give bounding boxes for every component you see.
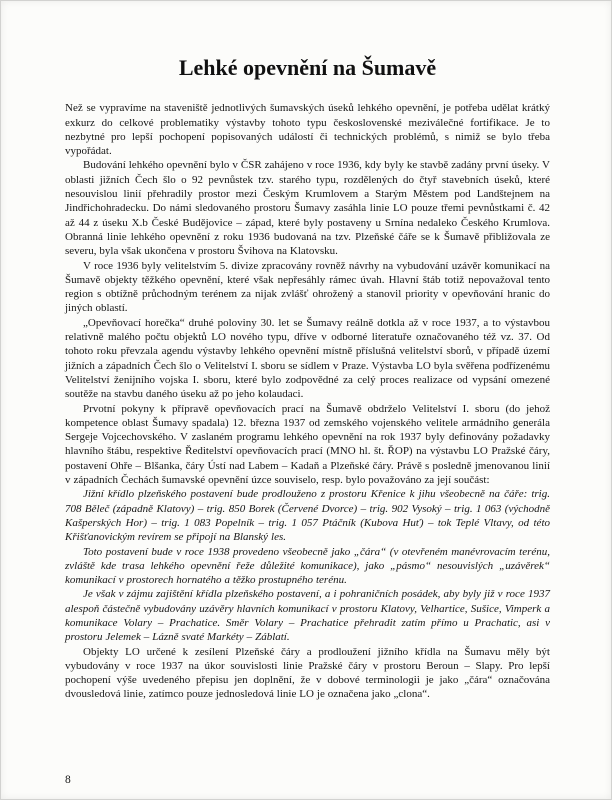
- paragraph: Prvotní pokyny k přípravě opevňovacích prací na Šumavě obdrželo Velitelství I. sboru (do jehož kompetence oblast Šumavy spadala) 12. března 1937 od zemského vojenského velitele armádního generála Sergeje Vojcechovského. V zaslaném programu lehkého opevnění na rok 1937 byly definovány požadavky hlavního štábu, respektive Ředitelství opevňovacích prací (MNO hl. št. ŘOP) na výstavbu LO Pražské čáry, postavení Ohře – Blšanka, čáry Ústí nad Labem – Kadaň a Plzeňské čáry. Právě s posledně jmenovanou linií v západních Čechách šumavské opevnění úzce souviselo, resp. bylo považováno za její součást:: [65, 402, 550, 487]
- paragraph: Je však v zájmu zajištění křídla plzeňského postavení, a i pohraničních posádek, aby byly již v roce 1937 alespoň částečně vybudovány uzávěry hlavních komunikací v prostoru Klatovy, Velhartice, Sušice, Vimperk a komunikace Volary – Prachatice. Směr Volary – Prachatice přehradit zatím přímo u Prachatic, asi v prostoru Jelemek – Lázně svaté Markéty – Záblatí.: [65, 588, 550, 644]
- paragraph: „Opevňovací horečka“ druhé poloviny 30. let se Šumavy reálně dotkla až v roce 1937, a to výstavbou relativně malého počtu objektů LO nového typu, dříve v odborné literatuře označovaného též vz. 37. Od tohoto roku převzala agendu výstavby lehkého opevnění místně příslušná velitelství sborů, v případě území jižních a západních Čech šlo o Velitelství I. sboru se sídlem v Praze. Výstavba LO byla svěřena podřízenému Velitelství ženijního vojska I. sboru, které bylo zodpovědné za celý proces realizace od vypsání omezené soutěže na stavbu daného úseku až po jeho kolaudaci.: [65, 316, 550, 401]
- page-title: Lehké opevnění na Šumavě: [178, 55, 437, 80]
- page-number: 8: [65, 774, 71, 786]
- text-body: [65, 101, 550, 701]
- paragraph: Budování lehkého opevnění bylo v ČSR zahájeno v roce 1936, kdy byly ke stavbě zadány první úseky. V oblasti jižních Čech šlo o 92 pevnůstek tzv. starého typu, rozdělených do čtyř stavebních úseků, které nesouvislou linií přehradily prostor mezi Českým Krumlovem a Starým Městem pod Landštejnem na Jindřichohradecku. Do námi sledovaného prostoru Šumavy zasáhla linie LO pouze třemi pevnůstkami č. 42 až 44 z úseku X.b České Budějovice – západ, které byly postaveny u Srnína nedaleko Českého Krumlova. Obranná linie lehkého opevnění z roku 1936 budovaná na tzv. Plzeňské čáře se k Šumavě přibližovala ze severu, byla však ukončena v prostoru Švihova na Klatovsku.: [65, 159, 550, 258]
- paragraph: Jižní křídlo plzeňského postavení bude prodlouženo z prostoru Křenice k jihu všeobecně na čáře: trig. 708 Běleč (západně Klatovy) – trig. 850 Borek (Červené Dvorce) – trig. 902 Vysoký – trig. 1 063 (východně Kašperských Hor) – trig. 1 083 Popelník – trig. 1 057 Ptáčník (Kubova Huť) – tok Teplé Vltavy, od této Křišťanovickým revírem se připojí na Blanský les.: [65, 488, 550, 544]
- paragraph: Toto postavení bude v roce 1938 provedeno všeobecně jako „čára“ (v otevřeném manévrovacím terénu, zvláště kde trasa lehkého opevnění řeže důležité komunikace), jako „pásmo“ nesouvislých „uzávěrek“ komunikací v prostorech hornatého a těžko prostupného terénu.: [65, 545, 550, 587]
- paragraph: Objekty LO určené k zesílení Plzeňské čáry a prodloužení jižního křídla na Šumavu měly být vybudovány v roce 1937 na úkor souvislosti linie Pražské čáry v prostoru Beroun – Slapy. Pro lepší pochopení výše uvedeného přepisu jen doplnění, že v dobové terminologii je jako „čára“ označována dvousledová linie, zatímco pouze jednosledová linie LO je označena jako „clona“.: [65, 645, 550, 701]
- page-content: [1, 1, 611, 702]
- paragraph: V roce 1936 byly velitelstvím 5. divize zpracovány rovněž návrhy na vybudování uzávěr komunikací na Šumavě objekty těžkého opevnění, které však nepřesáhly rámec úvah. Hlavní štáb totiž nepovažoval tento region s obtížně průchodným terénem za nijak zvlášť ohrožený a stanovil priority v opevňování hranic do jiných oblastí.: [65, 259, 550, 315]
- paragraph: Než se vypravíme na staveniště jednotlivých šumavských úseků lehkého opevnění, je potřeba udělat krátký exkurz do celkové problematiky výstavby tohoto typu československé meziválečné fortifikace. Je to nezbytné pro lepší pochopení popisovaných událostí či technických problémů, s nimiž se bylo třeba vypořádat.: [65, 102, 550, 158]
